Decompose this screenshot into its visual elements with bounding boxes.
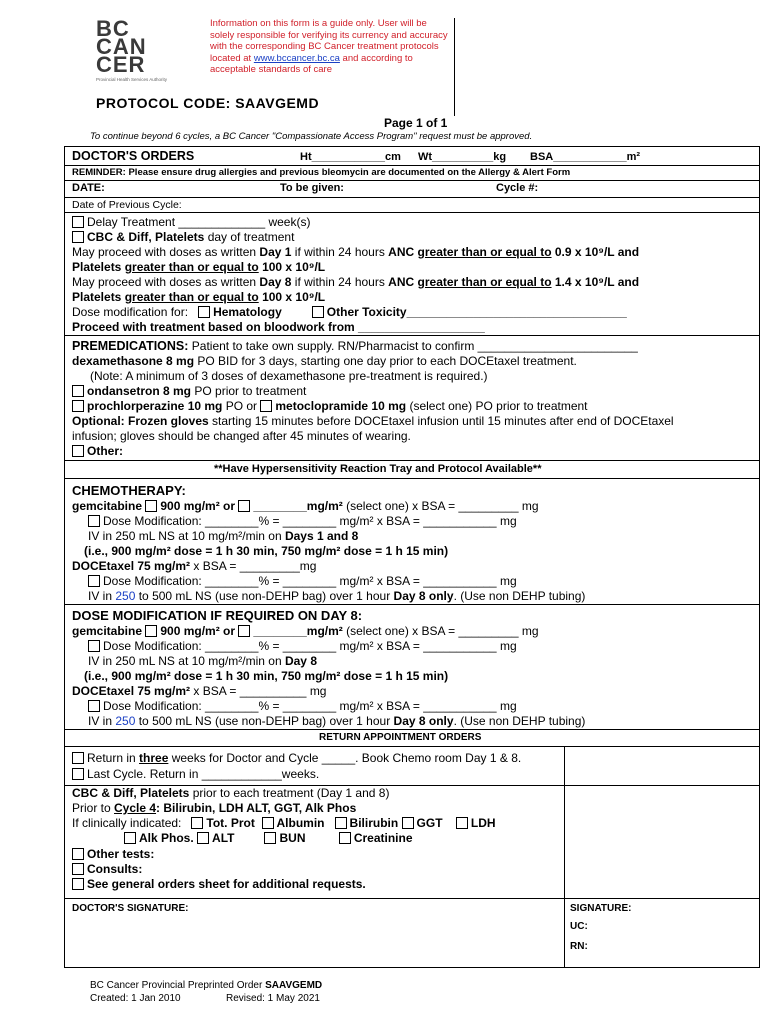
chemo-title: CHEMOTHERAPY: — [72, 483, 186, 498]
gem-900-checkbox[interactable] — [145, 500, 157, 512]
divider — [64, 898, 760, 899]
disclaimer-text: Information on this form is a guide only. User will be solely responsible for verifying its currency and accuracy with the corresponding BC Cancer treatment protocols located at — [210, 18, 448, 64]
day8-mod-title: DOSE MODIFICATION IF REQUIRED ON DAY 8: — [72, 608, 363, 623]
clinical-tests-row-2: Alk Phos. ALT BUN Creatinine — [124, 831, 413, 845]
divider — [64, 197, 760, 198]
if-clinically-indicated-label: If clinically indicated: — [72, 816, 182, 830]
hematology-checkbox[interactable] — [198, 306, 210, 318]
bc-cancer-logo — [96, 16, 206, 82]
cbc-prior-row: CBC & Diff, Platelets prior to each treatment (Day 1 and 8) — [72, 786, 390, 800]
metoclopramide-checkbox[interactable] — [260, 400, 272, 412]
d8-gem-dose-mod-row: Dose Modification: ________% = ________ mg/m² x BSA = ___________ mg — [88, 639, 517, 653]
disclaimer-text-end: and according to acceptable standards of care — [210, 52, 413, 75]
d8-gem-custom-checkbox[interactable] — [238, 625, 250, 637]
divider — [64, 180, 760, 181]
d8-gem-infusion-note: (i.e., 900 mg/m² dose = 1 h 30 min, 750 mg/m² dose = 1 h 15 min) — [84, 669, 449, 683]
premed-other-label: Other: — [87, 444, 123, 458]
divider — [564, 898, 565, 968]
bsa-field[interactable]: BSA____________m² — [530, 151, 641, 163]
delay-checkbox[interactable] — [72, 216, 84, 228]
divider — [64, 746, 760, 747]
divider — [564, 785, 565, 899]
d8-doc-dose-mod-row: Dose Modification: ________% = ________ mg/m² x BSA = ___________ mg — [88, 699, 517, 713]
d8-gem-iv-row: IV in 250 mL NS at 10 mg/m²/min on Day 8 — [88, 654, 317, 668]
reminder: REMINDER: Please ensure drug allergies and previous bleomycin are documented on the Allergy & Alert Form — [72, 167, 571, 178]
d8-docetaxel-row: DOCEtaxel 75 mg/m² x BSA = __________ mg — [72, 684, 327, 698]
tot-prot-checkbox[interactable] — [191, 817, 203, 829]
height-field[interactable]: Ht____________cm — [300, 151, 401, 163]
to-be-given-field[interactable]: To be given: — [280, 182, 344, 194]
premed-confirm: Patient to take own supply. RN/Pharmacist to confirm ________________________ — [188, 339, 638, 353]
cbc-rest: day of treatment — [204, 230, 295, 244]
cbc-row — [72, 230, 294, 244]
d8-gem-900-checkbox[interactable] — [145, 625, 157, 637]
albumin-checkbox[interactable] — [262, 817, 274, 829]
doc-dose-mod-row: Dose Modification: ________% = ________ mg/m² x BSA = ___________ mg — [88, 574, 517, 588]
continue-note: To continue beyond 6 cycles, a BC Cancer "Compassionate Access Program" request must be approved. — [90, 131, 533, 142]
bccancer-link[interactable]: www.bccancer.bc.ca — [253, 52, 340, 64]
d8-doc-dose-mod-checkbox[interactable] — [88, 700, 100, 712]
doctor-signature-field[interactable]: DOCTOR'S SIGNATURE: — [72, 903, 189, 914]
weight-field[interactable]: Wt__________kg — [418, 151, 507, 163]
other-toxicity-label: Other Toxicity_________________________________ — [326, 305, 627, 319]
divider — [564, 746, 565, 786]
date-field[interactable]: DATE: — [72, 182, 105, 194]
day1-platelets: Platelets greater than or equal to 100 x 10⁹/L — [72, 260, 326, 274]
other-tests-row: Other tests: — [72, 847, 154, 861]
d8-gem-dose-mod-checkbox[interactable] — [88, 640, 100, 652]
prev-cycle-field[interactable]: Date of Previous Cycle: — [72, 199, 182, 211]
divider — [64, 460, 760, 461]
delay-label: Delay Treatment _____________ week(s) — [87, 215, 311, 229]
cycle-field[interactable]: Cycle #: — [496, 182, 539, 194]
logo-line3: CER — [96, 52, 146, 77]
page-number: Page 1 of 1 — [384, 116, 448, 130]
clinical-tests-row: If clinically indicated: Tot. Prot Albumin Bilirubin GGT LDH — [72, 816, 496, 830]
divider — [64, 212, 760, 213]
disclaimer — [210, 18, 450, 76]
ondansetron-row: ondansetron 8 mg PO prior to treatment — [72, 384, 306, 398]
divider — [64, 165, 760, 166]
last-cycle-checkbox[interactable] — [72, 768, 84, 780]
ondansetron-checkbox[interactable] — [72, 385, 84, 397]
proceed-row: Proceed with treatment based on bloodwork from ___________________ — [72, 320, 485, 334]
hypersensitivity-banner: **Have Hypersensitivity Reaction Tray and Protocol Available** — [214, 463, 542, 475]
rn-field[interactable]: RN: — [570, 941, 588, 952]
day1-criteria: May proceed with doses as written Day 1 if within 24 hours ANC greater than or equal to 0.9 x 10⁹/L and — [72, 245, 640, 259]
uc-field[interactable]: UC: — [570, 921, 588, 932]
doc-dose-mod-checkbox[interactable] — [88, 575, 100, 587]
cbc-label: CBC & Diff, Platelets — [87, 230, 205, 244]
prochlorperazine-row: prochlorperazine 10 mg PO or metoclopramide 10 mg (select one) PO prior to treatment — [72, 399, 588, 413]
logo-line2: CAN — [96, 34, 147, 59]
d8-gemcitabine-row: gemcitabine 900 mg/m² or ________mg/m² (select one) x BSA = _________ mg — [72, 624, 539, 638]
alt-checkbox[interactable] — [197, 832, 209, 844]
doctors-orders-title: DOCTOR'S ORDERS — [72, 149, 195, 163]
dose-mod-row — [72, 305, 627, 319]
return-title: RETURN APPOINTMENT ORDERS — [319, 732, 482, 743]
day8-platelets: Platelets greater than or equal to 100 x 10⁹/L — [72, 290, 326, 304]
gem-dose-mod-row: Dose Modification: ________% = ________ mg/m² x BSA = ___________ mg — [88, 514, 517, 528]
dose-mod-label: Dose modification for: — [72, 305, 189, 319]
cbc-checkbox[interactable] — [72, 231, 84, 243]
gloves-row-2: infusion; gloves should be changed after 45 minutes of wearing. — [72, 429, 411, 443]
signature-field[interactable]: SIGNATURE: — [570, 903, 632, 914]
return-three-weeks-row: Return in three weeks for Doctor and Cycle _____. Book Chemo room Day 1 & 8. — [72, 751, 521, 765]
creatinine-checkbox[interactable] — [339, 832, 351, 844]
divider — [454, 18, 455, 116]
delay-treatment-row — [72, 215, 310, 229]
alk-phos-checkbox[interactable] — [124, 832, 136, 844]
logo-subtitle: Provincial Health Services Authority — [96, 77, 168, 82]
dexamethasone-row: dexamethasone 8 mg PO BID for 3 days, starting one day prior to each DOCEtaxel treatment. — [72, 354, 577, 368]
footer-created: Created: 1 Jan 2010 — [90, 993, 181, 1004]
premed-other-row — [72, 444, 123, 458]
other-toxicity-checkbox[interactable] — [312, 306, 324, 318]
footer-revised: Revised: 1 May 2021 — [226, 993, 320, 1004]
divider — [64, 478, 760, 479]
logo-line1: BC — [96, 16, 130, 41]
gemcitabine-row: gemcitabine 900 mg/m² or ________mg/m² (select one) x BSA = _________ mg — [72, 499, 539, 513]
divider — [64, 604, 760, 605]
last-cycle-row: Last Cycle. Return in ____________weeks. — [72, 767, 319, 781]
dex-note: (Note: A minimum of 3 doses of dexamethasone pre-treatment is required.) — [90, 369, 488, 383]
docetaxel-row: DOCEtaxel 75 mg/m² x BSA = _________mg — [72, 559, 317, 573]
ldh-checkbox[interactable] — [456, 817, 468, 829]
consults-checkbox[interactable] — [72, 863, 84, 875]
protocol-code: PROTOCOL CODE: SAAVGEMD — [96, 95, 320, 111]
general-orders-row: See general orders sheet for additional requests. — [72, 877, 366, 891]
gem-custom-checkbox[interactable] — [238, 500, 250, 512]
other-tests-checkbox[interactable] — [72, 848, 84, 860]
bilirubin-checkbox[interactable] — [335, 817, 347, 829]
doc-iv-row: IV in 250 to 500 mL NS (use non-DEHP bag) over 1 hour Day 8 only. (Use non DEHP tubing) — [88, 589, 586, 603]
premed-other-checkbox[interactable] — [72, 445, 84, 457]
premed-title: PREMEDICATIONS: — [72, 339, 189, 353]
ggt-checkbox[interactable] — [402, 817, 414, 829]
day8-criteria: May proceed with doses as written Day 8 if within 24 hours ANC greater than or equal to 1.4 x 10⁹/L and — [72, 275, 640, 289]
divider — [64, 335, 760, 336]
gloves-row: Optional: Frozen gloves starting 15 minutes before DOCEtaxel infusion until 15 minutes after end of DOCEtaxel — [72, 414, 674, 428]
premed-title-row — [72, 339, 638, 353]
hematology-label: Hematology — [213, 305, 282, 319]
divider — [64, 729, 760, 730]
consults-row: Consults: — [72, 862, 142, 876]
bun-checkbox[interactable] — [264, 832, 276, 844]
prior-cycle4-row: Prior to Cycle 4: Bilirubin, LDH ALT, GGT, Alk Phos — [72, 801, 357, 815]
gem-dose-mod-checkbox[interactable] — [88, 515, 100, 527]
gem-infusion-note: (i.e., 900 mg/m² dose = 1 h 30 min, 750 mg/m² dose = 1 h 15 min) — [84, 544, 449, 558]
general-orders-checkbox[interactable] — [72, 878, 84, 890]
prochlorperazine-checkbox[interactable] — [72, 400, 84, 412]
d8-doc-iv-row: IV in 250 to 500 mL NS (use non-DEHP bag) over 1 hour Day 8 only. (Use non DEHP tubing) — [88, 714, 586, 728]
footer-order: BC Cancer Provincial Preprinted Order SAAVGEMD — [90, 980, 323, 991]
return-three-weeks-checkbox[interactable] — [72, 752, 84, 764]
gem-iv-row: IV in 250 mL NS at 10 mg/m²/min on Days 1 and 8 — [88, 529, 359, 543]
